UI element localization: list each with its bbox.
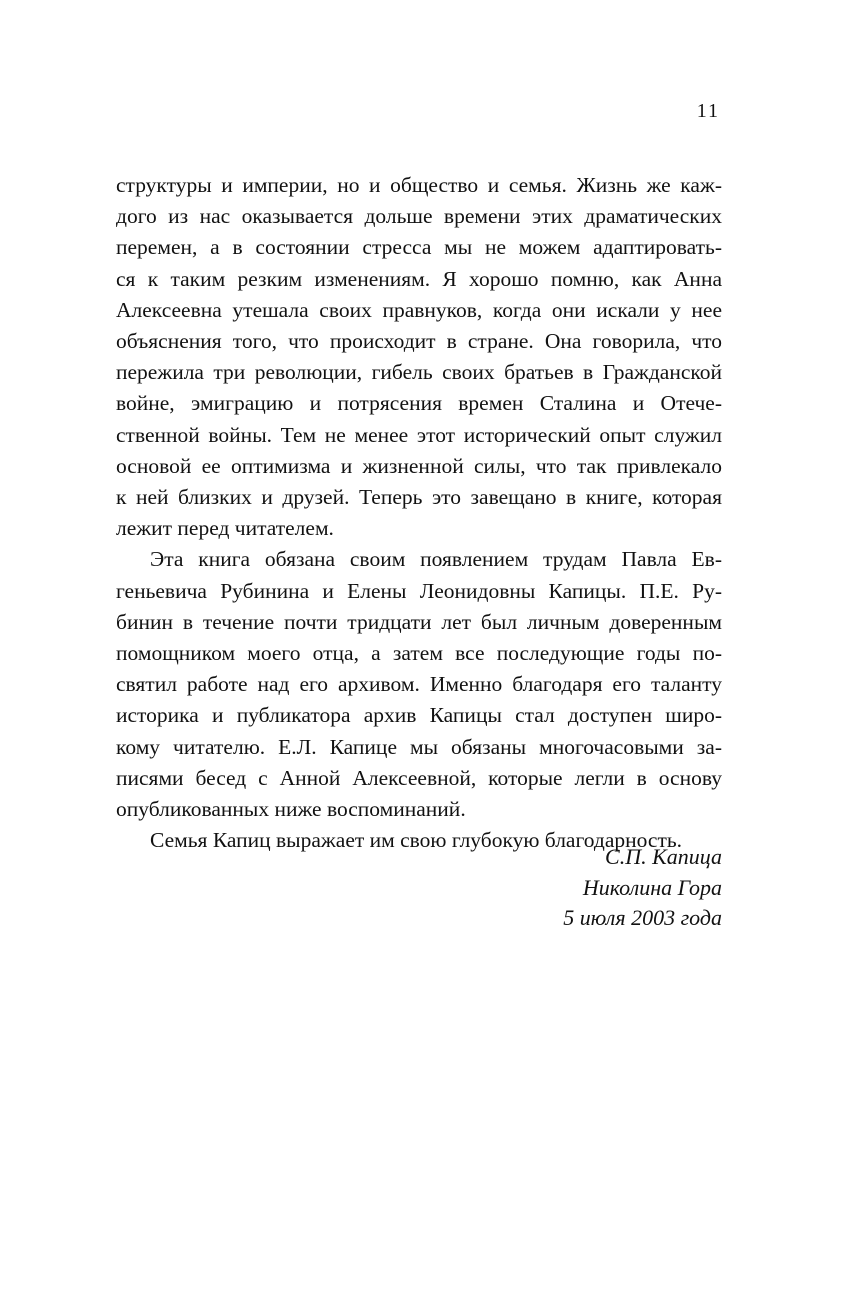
text-line: святил работе над его архивом. Именно благодаря его таланту — [116, 672, 722, 697]
text-line: дого из нас оказывается дольше времени этих драматических — [116, 204, 722, 229]
text-line: Алексеевна утешала своих правнуков, когда они искали у нее — [116, 297, 722, 322]
text-line: войне, эмиграцию и потрясения времен Сталина и Отече- — [116, 391, 722, 416]
signature-date: 5 июля 2003 года — [563, 905, 722, 930]
text-line: историка и публикатора архив Капицы стал доступен широ- — [116, 703, 722, 728]
text-line: помощником моего отца, а затем все последующие годы по- — [116, 641, 722, 666]
text-line: объяснения того, что происходит в стране. Она говорила, что — [116, 329, 722, 354]
page-number: 11 — [696, 100, 720, 122]
text-line: ся к таким резким изменениям. Я хорошо помню, как Анна — [116, 266, 722, 291]
text-line: пережила три революции, гибель своих братьев в Гражданской — [116, 360, 722, 385]
signature-place: Николина Гора — [582, 874, 722, 900]
text-line: лежит перед читателем. — [116, 516, 334, 541]
text-line: к ней близких и друзей. Теперь это завещано в книге, которая — [116, 485, 722, 510]
text-line: структуры и империи, но и общество и семья. Жизнь же каж- — [116, 173, 722, 197]
text-line: писями бесед с Анной Алексеевной, которые легли в основу — [116, 765, 722, 790]
body-text — [116, 170, 722, 856]
text-line: ственной войны. Тем не менее этот исторический опыт служил — [116, 422, 722, 447]
signature-block — [563, 842, 722, 934]
text-line: геньевича Рубинина и Елены Леонидовны Капицы. П.Е. Ру- — [116, 578, 722, 603]
text-line: перемен, а в состоянии стресса мы не можем адаптировать- — [116, 235, 722, 260]
text-line: опубликованных ниже воспоминаний. — [116, 797, 466, 822]
text-line: бинин в течение почти тридцати лет был личным доверенным — [116, 609, 722, 634]
text-line: Эта книга обязана своим появлением трудам Павла Ев- — [150, 547, 722, 572]
signature-author: С.П. Капица — [605, 844, 722, 869]
text-line: Семья Капиц выражает им свою глубокую благодарность. — [150, 828, 683, 853]
text-line: основой ее оптимизма и жизненной силы, что так привлекало — [116, 453, 722, 478]
text-line: кому читателю. Е.Л. Капице мы обязаны многочасовыми за- — [116, 734, 722, 759]
